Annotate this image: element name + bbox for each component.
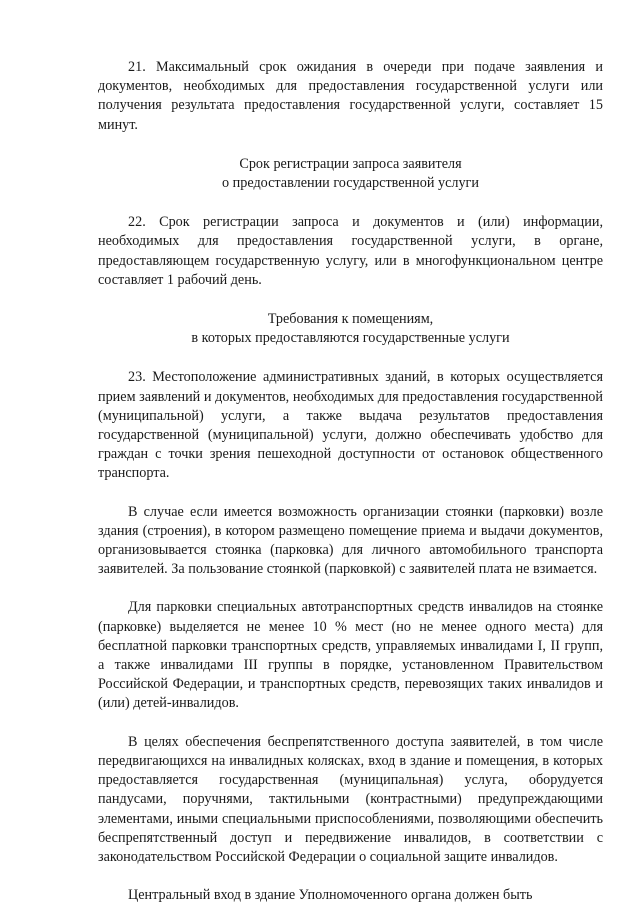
heading-line: Срок регистрации запроса заявителя [239,155,462,172]
section-heading-registration [98,155,603,193]
section-heading-premises [98,310,603,348]
paragraph-disabled-parking: Для парковки специальных автотранспортных средств инвалидов на стоянке (парковке) выделяется не менее 10 % мест (но не менее одного места) для бесплатной парковки транспортных средств, управляемых инвалидами I, II групп, а также инвалидами III группы в порядке, установленном Правительством Российской Федерации, и транспортных средств, перевозящих таких инвалидов и (или) детей-инвалидов. [98,599,603,712]
heading-line: о предоставлении государственной услуги [222,175,479,192]
heading-line: в которых предоставляются государственные услуги [191,330,510,347]
paragraph-22: 22. Срок регистрации запроса и документов и (или) информации, необходимых для предоставления государственной услуги, в органе, предоставляющем государственную услугу, или в многофункциональном центре составляет 1 рабочий день. [98,214,603,288]
heading-line: Требования к помещениям, [267,311,434,328]
paragraph-parking: В случае если имеется возможность организации стоянки (парковки) возле здания (строения), в котором размещено помещение приема и выдачи документов, организовывается стоянка (парковка) для личного автомобильного транспорта заявителей. За пользование стоянкой (парковкой) с заявителей плата не взимается. [98,503,603,578]
paragraph-21: 21. Максимальный срок ожидания в очереди при подаче заявления и документов, необходимых для предоставления государственной услуги или получения результата предоставления государственной услуги, составляет 15 минут. [98,59,603,133]
paragraph-accessibility: В целях обеспечения беспрепятственного доступа заявителей, в том числе передвигающихся на инвалидных колясках, вход в здание и помещения, в которых предоставляется государственная (муниципальная) услуга, оборудуется пандусами, поручнями, тактильными (контрастными) предупреждающими элементами, иными специальными приспособлениями, позволяющими обеспечить беспрепятственный доступ и передвижение инвалидов, в соответствии с законодательством Российской Федерации о социальной защите инвалидов. [98,733,603,865]
paragraph-central-entrance: Центральный вход в здание Уполномоченного органа должен быть [128,887,533,904]
paragraph-23: 23. Местоположение административных зданий, в которых осуществляется прием заявлений и документов, необходимых для предоставления государственной (муниципальной) услуги, а также выдача результатов предоставления государственной (муниципальной) услуги, должно обеспечивать удобство для граждан с точки зрения пешеходной доступности от остановок общественного транспорта. [98,369,603,482]
